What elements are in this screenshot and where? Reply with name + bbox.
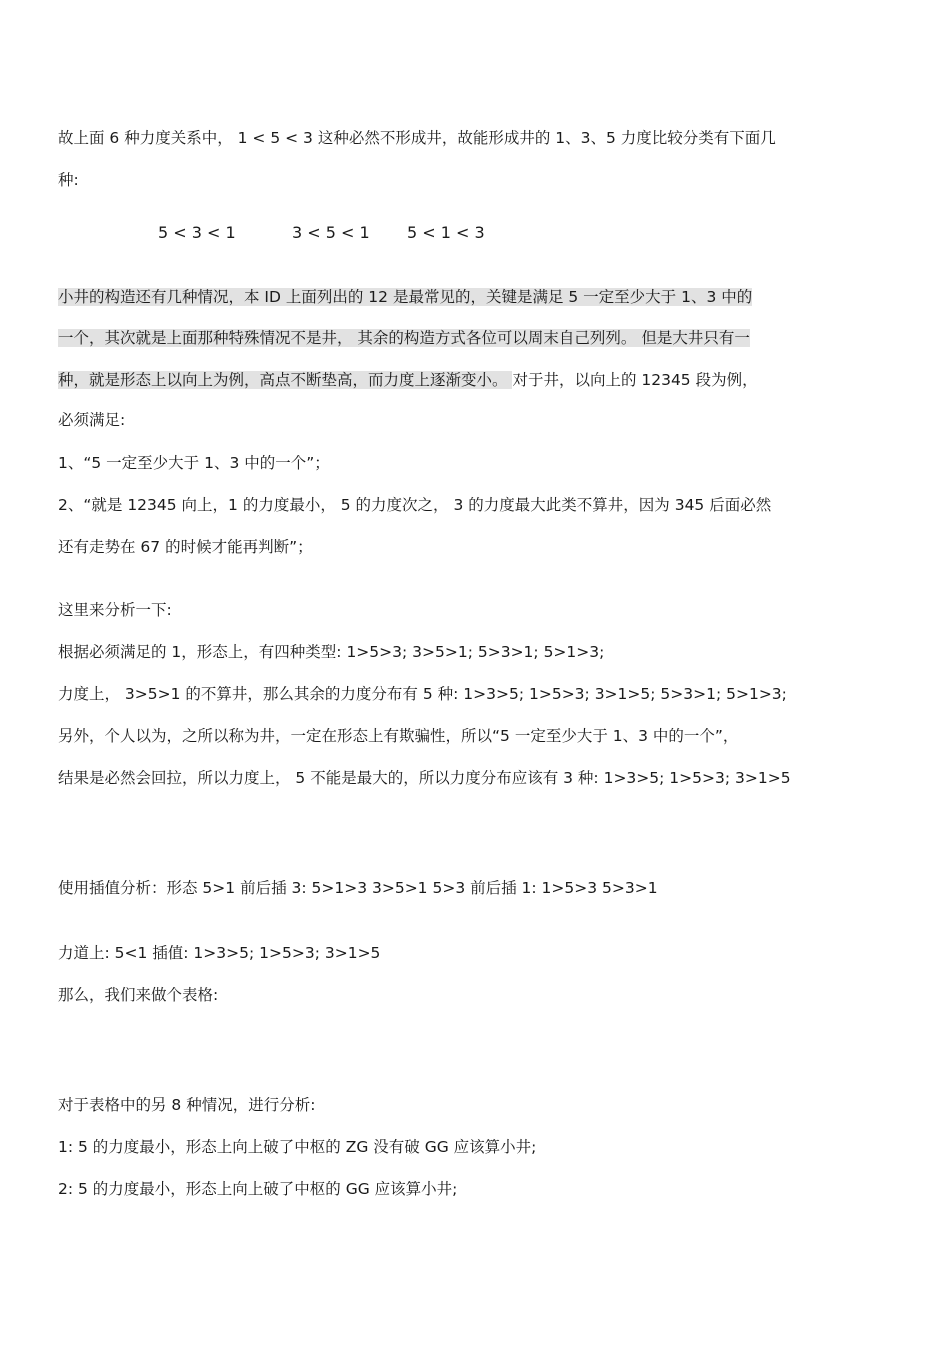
condition-1: 1、“5 一定至少大于 1、3 中的一个”； — [58, 454, 330, 472]
inequality-2: 3 < 5 < 1 — [292, 223, 370, 242]
para1-line1: 故上面 6 种力度关系中， 1 < 5 < 3 这种必然不形成井，故能形成井的 1、3、5 力度比较分类有下面几 — [58, 129, 776, 147]
analysis-line4: 结果是必然会回拉，所以力度上， 5 不能是最大的，所以力度分布应该有 3 种: 1>3>5; 1>5>3; 3>1>5 — [58, 769, 791, 787]
condition-2-line2: 还有走势在 67 的时候才能再判断”； — [58, 538, 313, 556]
condition-2-line1: 2、“就是 12345 向上，1 的力度最小， 5 的力度次之， 3 的力度最大此类不算井，因为 345 后面必然 — [58, 496, 772, 514]
analysis-line1: 根据必须满足的 1，形态上，有四种类型: 1>5>3; 3>5>1; 5>3>1; 5>1>3; — [58, 643, 605, 661]
interp-line2: 力道上: 5<1 插值: 1>3>5; 1>5>3; 3>1>5 — [58, 944, 381, 962]
inequality-1: 5 < 3 < 1 — [158, 223, 236, 242]
para2-line3 — [58, 369, 898, 391]
para2-line3-highlight: 种，就是形态上以向上为例，高点不断垫高，而力度上逐渐变小。 — [58, 371, 513, 389]
interp-line3: 那么，我们来做个表格: — [58, 986, 219, 1004]
para2-line2-text: 一个，其次就是上面那种特殊情况不是井， 其余的构造方式各位可以周末自己列列。 但是大井只有一 — [58, 329, 750, 347]
para2-line1 — [58, 286, 898, 308]
table-analysis-item1: 1: 5 的力度最小，形态上向上破了中枢的 ZG 没有破 GG 应该算小井; — [58, 1138, 537, 1156]
para2-line4: 必须满足: — [58, 411, 126, 429]
inequality-3: 5 < 1 < 3 — [407, 223, 485, 242]
analysis-intro: 这里来分析一下: — [58, 601, 172, 619]
para2-line1-text: 小井的构造还有几种情况，本 ID 上面列出的 12 是最常见的，关键是满足 5 一定至少大于 1、3 中的 — [58, 288, 753, 306]
table-analysis-intro: 对于表格中的另 8 种情况，进行分析: — [58, 1096, 316, 1114]
table-analysis-item2: 2: 5 的力度最小，形态上向上破了中枢的 GG 应该算小井; — [58, 1180, 458, 1198]
para2-line3-rest: 对于井，以向上的 12345 段为例， — [512, 371, 758, 389]
para2-line2 — [58, 327, 898, 349]
analysis-line2: 力度上， 3>5>1 的不算井，那么其余的力度分布有 5 种: 1>3>5; 1>5>3; 3>1>5; 5>3>1; 5>1>3; — [58, 685, 787, 703]
interp-line1: 使用插值分析：形态 5>1 前后插 3: 5>1>3 3>5>1 5>3 前后插 1: 1>5>3 5>3>1 — [58, 879, 658, 897]
analysis-line3: 另外，个人以为，之所以称为井，一定在形态上有欺骗性，所以“5 一定至少大于 1、3 中的一个”， — [58, 727, 739, 745]
para1-line2: 种: — [58, 171, 79, 189]
